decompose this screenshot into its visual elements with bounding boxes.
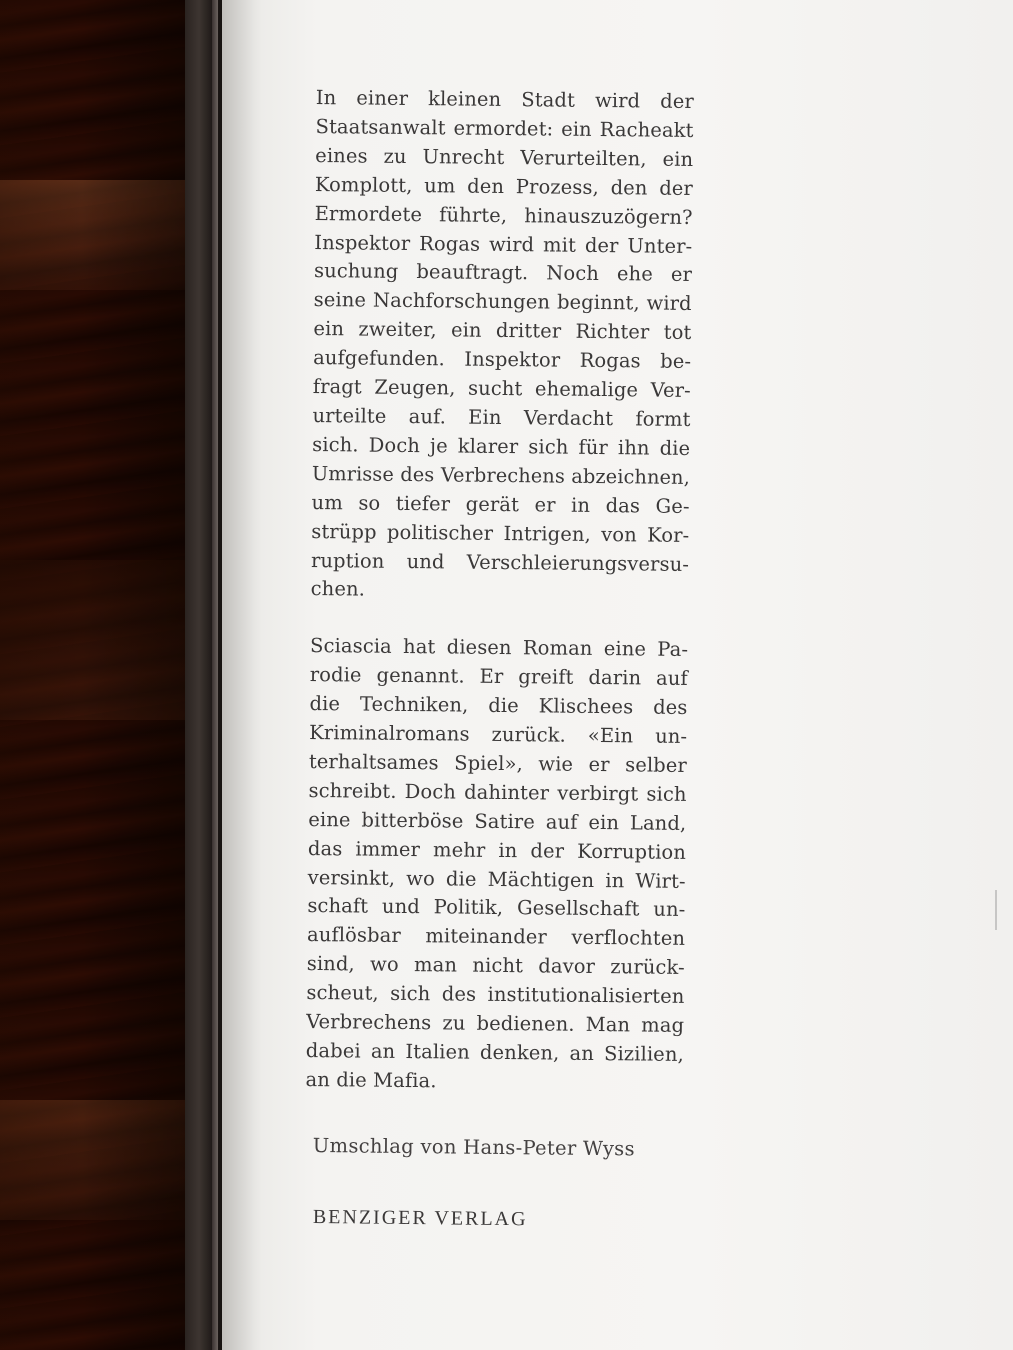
publisher-name: BENZIGER VERLAG [312, 1206, 528, 1231]
text-line: eine bitterböse Satire auf ein Land, [308, 807, 687, 835]
book-spine [185, 0, 225, 1350]
text-line: ruption und Verschleierungsversu- [310, 548, 690, 576]
text-line: sind, wo man nicht davor zurück- [306, 952, 685, 980]
text-line: urteilte auf. Ein Verdacht formt [312, 403, 691, 431]
text-line: die Techniken, die Klischees des [309, 692, 688, 720]
text-line: scheut, sich des institutionalisierten [306, 981, 685, 1009]
text-line: In einer kleinen Stadt wird der [315, 85, 694, 113]
text-line: an die Mafia. [305, 1067, 437, 1093]
page-fold-shadow [222, 0, 262, 1350]
blurb-paragraph-2 [305, 632, 688, 1098]
text-line: ein zweiter, ein dritter Richter tot [313, 317, 692, 345]
text-line: versinkt, wo die Mächtigen in Wirt- [307, 865, 686, 893]
text-line: aufgefunden. Inspektor Rogas be- [313, 346, 692, 374]
text-line: schaft und Politik, Gesellschaft un- [307, 894, 686, 922]
page-mark [995, 890, 997, 930]
text-line: um so tiefer gerät er in das Ge- [311, 490, 690, 518]
wood-shading [0, 0, 205, 1350]
paragraph-gap [310, 604, 688, 636]
text-line: Sciascia hat diesen Roman eine Pa- [309, 634, 689, 662]
text-line: Verbrechens zu bedienen. Man mag [306, 1010, 685, 1037]
blurb-paragraph-1 [311, 84, 694, 608]
text-line: chen. [310, 577, 366, 601]
text-line: das immer mehr in der Korruption [307, 836, 687, 864]
text-line: Staatsanwalt ermordet: ein Racheakt [315, 114, 694, 142]
text-line: eines zu Unrecht Verurteilten, ein [315, 143, 694, 171]
text-line: terhaltsames Spiel», wie er selber [308, 749, 688, 777]
text-line: auflösbar miteinander verflochten [306, 923, 686, 951]
blurb-text [305, 84, 694, 1099]
text-line: dabei an Italien denken, an Sizilien, [305, 1038, 684, 1066]
text-line: suchung beauftragt. Noch ehe er [313, 259, 693, 287]
text-line: rodie genannt. Er greift darin auf [309, 663, 688, 691]
text-line: fragt Zeugen, sucht ehemalige Ver- [312, 375, 691, 403]
book-spine-edge [212, 0, 218, 1350]
text-line: Ermordete führte, hinauszuzögern? [314, 201, 693, 229]
text-line: seine Nachforschungen beginnt, wird [313, 288, 692, 316]
text-line: schreibt. Doch dahinter verbirgt sich [308, 778, 687, 806]
text-line: strüpp politischer Intrigen, von Kor- [311, 519, 690, 547]
text-line: Kriminalromans zurück. «Ein un- [309, 720, 688, 748]
text-line: Umrisse des Verbrechens abzeichnen, [311, 461, 691, 489]
text-line: Inspektor Rogas wird mit der Unter- [314, 230, 693, 258]
cover-credit: Umschlag von Hans-Peter Wyss [312, 1134, 635, 1161]
text-line: Komplott, um den Prozess, den der [314, 172, 694, 200]
text-line: sich. Doch je klarer sich für ihn die [312, 432, 691, 460]
